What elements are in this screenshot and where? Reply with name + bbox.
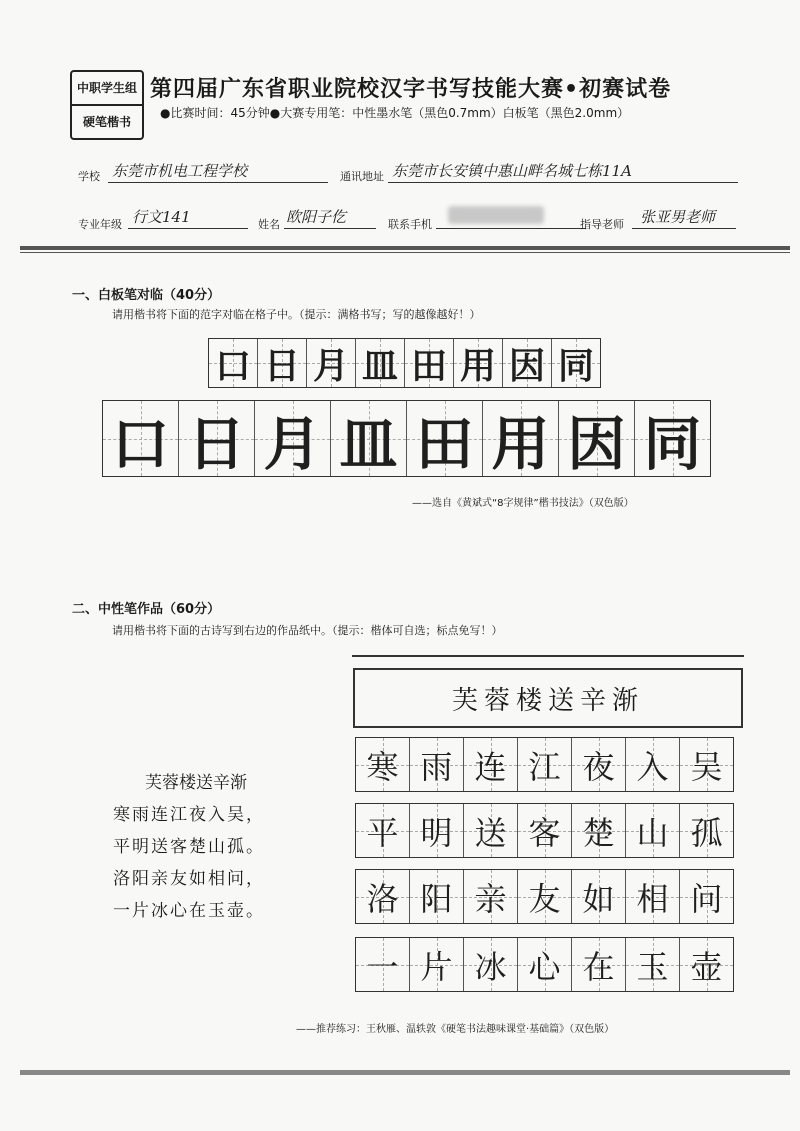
work-char-cell: 玉 <box>626 938 680 991</box>
work-char-cell: 连 <box>464 738 518 791</box>
work-char-cell: 问 <box>680 870 733 923</box>
work-char-cell: 江 <box>518 738 572 791</box>
work-char-cell: 在 <box>572 938 626 991</box>
badge-group: 中职学生组 <box>72 72 142 106</box>
model-char-cell: 口 <box>209 339 258 387</box>
section2-instruction: 请用楷书将下面的古诗写到右边的作品纸中。（提示：楷体可自选；标点免写！） <box>112 624 503 637</box>
work-char-cell: 亲 <box>464 870 518 923</box>
address-line <box>388 182 738 183</box>
school-label: 学校 <box>78 170 100 183</box>
work-char-cell: 冰 <box>464 938 518 991</box>
model-char-cell: 因 <box>503 339 552 387</box>
page-title: 第四届广东省职业院校汉字书写技能大赛•初赛试卷 <box>150 77 672 102</box>
practice-char-cell: 月 <box>255 401 331 476</box>
model-char-cell: 用 <box>454 339 503 387</box>
major-value: 行文141 <box>132 208 191 226</box>
work-char-cell: 送 <box>464 804 518 857</box>
practice-char-cell: 口 <box>103 401 179 476</box>
poem-title: 芙蓉楼送辛渐 <box>145 773 247 793</box>
work-char-cell: 客 <box>518 804 572 857</box>
model-char-grid <box>208 338 601 388</box>
work-char-cell: 入 <box>626 738 680 791</box>
work-char-cell: 如 <box>572 870 626 923</box>
badge-style: 硬笔楷书 <box>82 115 131 129</box>
practice-char-grid <box>102 400 711 477</box>
practice-char-cell: 田 <box>407 401 483 476</box>
work-char-cell: 明 <box>410 804 464 857</box>
work-char-cell: 平 <box>356 804 410 857</box>
school-line <box>108 182 328 183</box>
model-char-cell: 月 <box>307 339 356 387</box>
practice-char-cell: 同 <box>635 401 710 476</box>
address-label: 通讯地址 <box>340 170 384 183</box>
work-char-cell: 夜 <box>572 738 626 791</box>
work-char-cell: 寒 <box>356 738 410 791</box>
section1-credit: ——选自《黄斌式“8字规律”楷书技法》（双色版） <box>412 498 634 509</box>
address-value: 东莞市长安镇中惠山畔名城七栋11A <box>392 162 632 180</box>
work-char-cell: 一 <box>356 938 410 991</box>
work-char-cell: 心 <box>518 938 572 991</box>
work-row <box>355 737 734 792</box>
phone-line <box>436 228 586 229</box>
work-char-cell: 壶 <box>680 938 733 991</box>
poem-line: 一片冰心在玉壶。 <box>113 901 265 921</box>
major-line <box>128 228 248 229</box>
work-row <box>355 803 734 858</box>
section1-instruction: 请用楷书将下面的范字对临在格子中。（提示：满格书写；写的越像越好！） <box>112 308 481 321</box>
work-char-cell: 相 <box>626 870 680 923</box>
section1-title: 一、白板笔对临（40分） <box>72 288 221 303</box>
phone-redacted <box>448 206 544 224</box>
teacher-value: 张亚男老师 <box>640 208 716 226</box>
name-label: 姓名 <box>258 218 280 231</box>
school-value: 东莞市机电工程学校 <box>112 162 248 180</box>
model-char-cell: 日 <box>258 339 307 387</box>
work-row <box>355 869 734 924</box>
work-char-cell: 阳 <box>410 870 464 923</box>
header-divider <box>20 246 790 250</box>
model-char-cell: 同 <box>552 339 600 387</box>
work-char-cell: 雨 <box>410 738 464 791</box>
poem-line: 洛阳亲友如相问， <box>113 869 265 889</box>
model-char-cell: 田 <box>405 339 454 387</box>
poem-line: 寒雨连江夜入吴， <box>113 805 265 825</box>
major-label: 专业年级 <box>78 218 122 231</box>
work-char-cell: 孤 <box>680 804 733 857</box>
practice-char-cell: 皿 <box>331 401 407 476</box>
work-char-cell: 吴 <box>680 738 733 791</box>
phone-label: 联系手机 <box>388 218 432 231</box>
category-badge <box>70 70 144 140</box>
name-value: 欧阳子仡 <box>286 208 347 226</box>
practice-char-cell: 因 <box>559 401 635 476</box>
work-title: 芙蓉楼送辛渐 <box>353 668 743 728</box>
work-char-cell: 洛 <box>356 870 410 923</box>
poem-line: 平明送客楚山孤。 <box>113 837 265 857</box>
name-line <box>284 228 376 229</box>
practice-char-cell: 日 <box>179 401 255 476</box>
exam-info: ●比赛时间：45分钟●大赛专用笔：中性墨水笔（黑色0.7mm）白板笔（黑色2.0mm） <box>160 106 630 120</box>
section2-title: 二、中性笔作品（60分） <box>72 602 221 617</box>
work-char-cell: 片 <box>410 938 464 991</box>
work-char-cell: 山 <box>626 804 680 857</box>
practice-char-cell: 用 <box>483 401 559 476</box>
work-char-cell: 友 <box>518 870 572 923</box>
teacher-line <box>632 228 736 229</box>
footer-rule <box>20 1070 790 1075</box>
header-divider-thin <box>20 252 790 253</box>
section2-credit: ——推荐练习：王秋雁、温轶敦《硬笔书法趣味课堂·基础篇》（双色版） <box>296 1024 615 1035</box>
model-char-cell: 皿 <box>356 339 405 387</box>
teacher-label: 指导老师 <box>580 218 624 231</box>
work-row <box>355 937 734 992</box>
work-char-cell: 楚 <box>572 804 626 857</box>
